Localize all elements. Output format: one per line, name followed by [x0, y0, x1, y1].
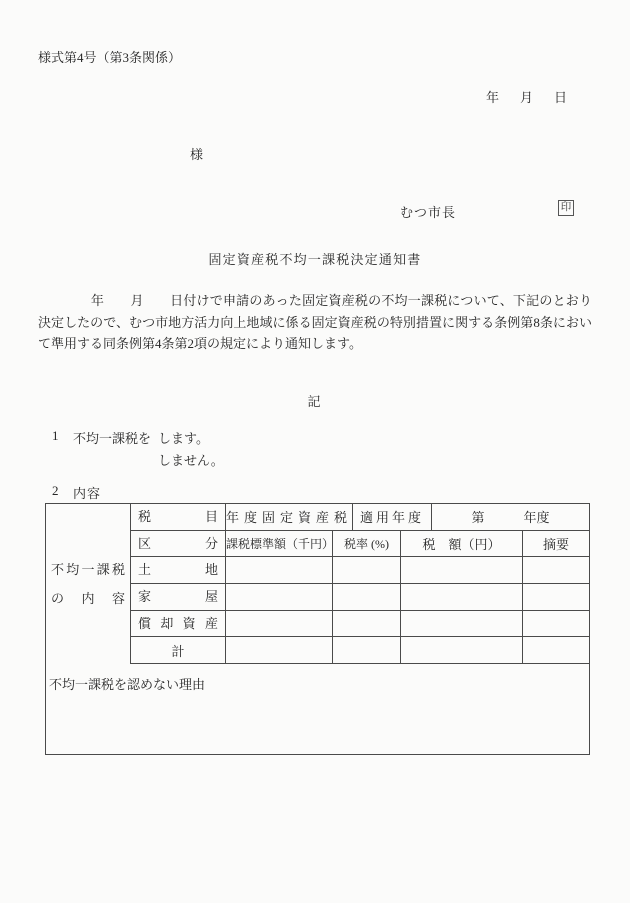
row-label-total: 計 [131, 637, 226, 663]
sender-title: むつ市長 [400, 205, 457, 220]
body-paragraph: 年 月 日付けで申請のあった固定資産税の不均一課税について、下記のとおり決定したので、むつ市地方活力向上地域に係る固定資産税の特別措置に関する条例第8条において準用する同条例第4条第2項の規定により通知します。 [38, 293, 592, 351]
row-label-depreciable: 償却資産 [131, 611, 226, 637]
item-2-number: 2 [52, 483, 59, 498]
house-tax-amount-cell [401, 584, 523, 610]
item-1-number: 1 [52, 428, 59, 443]
total-remarks-cell [523, 637, 589, 663]
item-1-label: 不均一課税を [73, 431, 152, 446]
table-row-depreciable [131, 611, 589, 638]
applicable-year-label-cell: 適用年度 [353, 504, 432, 530]
row-span-label-line1: 不均一課税 [51, 561, 125, 577]
fiscal-year-tax-cell: 年度固定資産税 [226, 504, 353, 530]
table-row-land [131, 557, 589, 584]
row-span-label-cell [46, 504, 131, 664]
tax-rate-header-cell: 税率 (%) [333, 531, 401, 557]
house-remarks-cell [523, 584, 589, 610]
tax-amount-header-cell: 税 額（円） [401, 531, 523, 557]
remarks-header-cell: 摘要 [542, 537, 569, 552]
depreciable-tax-base-cell [226, 611, 333, 637]
depreciable-tax-amount-cell [401, 611, 523, 637]
item-1-option-no: しません。 [158, 453, 224, 468]
item-1-option-yes: します。 [158, 431, 209, 446]
tax-item-label-cell: 税目 [131, 504, 226, 530]
record-heading: 記 [307, 394, 323, 409]
depreciable-tax-rate-cell [333, 611, 401, 637]
item-2-label: 内容 [73, 486, 102, 501]
land-tax-amount-cell [401, 557, 523, 583]
table-row-house [131, 584, 589, 611]
land-remarks-cell [523, 557, 589, 583]
addressee-suffix: 様 [190, 147, 204, 162]
tax-base-header-cell: 課税標準額（千円） [226, 531, 333, 557]
land-tax-base-cell [226, 557, 333, 583]
row-span-label-line2: の内容 [51, 590, 125, 606]
total-tax-rate-cell [333, 637, 401, 663]
header-row-1 [131, 504, 589, 531]
applicable-year-value-cell: 第 年度 [471, 510, 550, 526]
row-label-house: 家屋 [131, 584, 226, 610]
document-title: 固定資産税不均一課税決定通知書 [208, 252, 422, 267]
house-tax-rate-cell [333, 584, 401, 610]
table-row-total [131, 637, 589, 664]
content-table [45, 503, 590, 755]
header-row-2 [131, 531, 589, 558]
house-tax-base-cell [226, 584, 333, 610]
total-tax-amount-cell [401, 637, 523, 663]
depreciable-remarks-cell [523, 611, 589, 637]
seal-mark: 印 [558, 200, 574, 216]
form-number: 様式第4号（第3条関係） [38, 50, 182, 65]
row-label-land: 土地 [131, 557, 226, 583]
land-tax-rate-cell [333, 557, 401, 583]
total-tax-base-cell [226, 637, 333, 663]
category-label-cell: 区分 [131, 531, 226, 557]
denial-reason-cell: 不均一課税を認めない理由 [49, 677, 206, 692]
issue-date-placeholder: 年 月 日 [486, 90, 572, 105]
